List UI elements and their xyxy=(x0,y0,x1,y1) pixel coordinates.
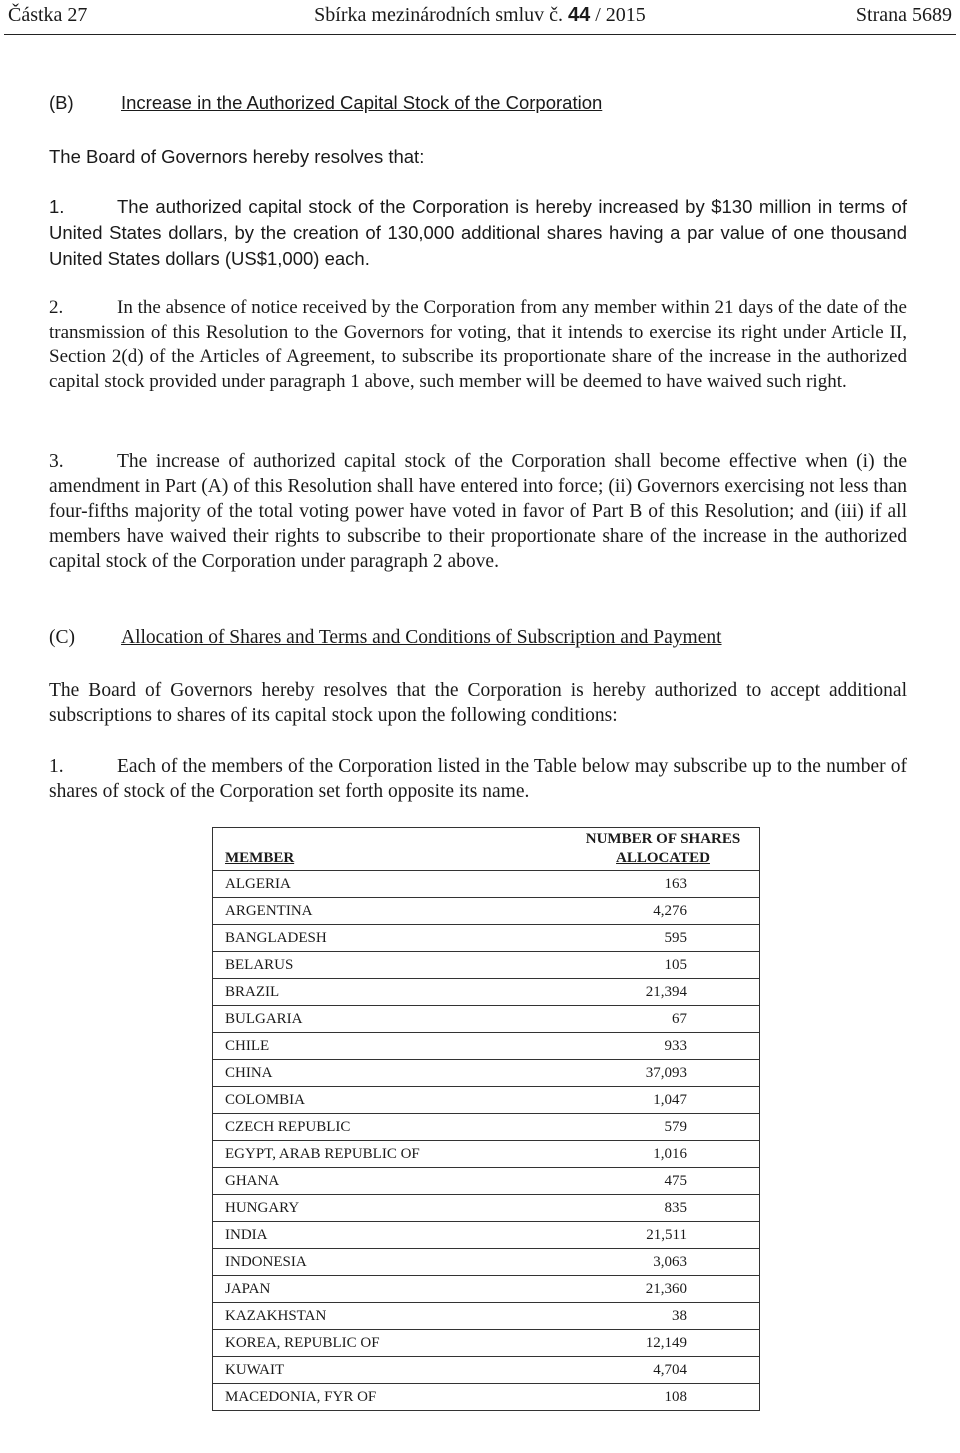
table-row xyxy=(213,898,760,925)
table-row xyxy=(213,1249,760,1276)
paragraph-number: 3. xyxy=(49,451,64,472)
header-collection-title xyxy=(4,0,956,30)
section-c-intro: The Board of Governors hereby resolves that the Corporation is hereby authorized to accept additional subscriptions to shares of its capital stock upon the following conditions: xyxy=(49,680,907,726)
member-name-cell: BANGLADESH xyxy=(213,925,564,952)
shares-allocated-cell: 933 xyxy=(563,1033,760,1060)
table-row xyxy=(213,1141,760,1168)
header-issue-number: 44 xyxy=(568,4,591,26)
column-header-shares-line-2: ALLOCATED xyxy=(616,850,710,866)
section-b-paragraph-3 xyxy=(49,449,907,574)
table-header-row xyxy=(213,828,760,871)
section-b-paragraph-1 xyxy=(49,194,907,272)
member-name-cell: MACEDONIA, FYR OF xyxy=(213,1384,564,1411)
shares-allocated-cell: 21,511 xyxy=(563,1222,760,1249)
shares-allocation-table xyxy=(212,827,760,1411)
member-name-cell: BELARUS xyxy=(213,952,564,979)
table-row xyxy=(213,979,760,1006)
shares-allocated-cell: 21,394 xyxy=(563,979,760,1006)
paragraph-text: The increase of authorized capital stock of the Corporation shall become effective when (i) the amendment in Part (A) of this Resolution shall have entered into force; (ii) Governors exercising not less than four-fifths majority of the total voting power have voted in favor of Part B of this Resolution; and (iii) if all members have waived their rights to subscribe to their proportionate share of the increase in the authorized capital stock of the Corporation under paragraph 2 above. xyxy=(49,451,907,572)
member-name-cell: CHINA xyxy=(213,1060,564,1087)
paragraph-number: 1. xyxy=(49,196,65,217)
member-name-cell: KOREA, REPUBLIC OF xyxy=(213,1330,564,1357)
section-b-heading xyxy=(49,92,602,114)
column-header-shares xyxy=(563,828,760,871)
shares-allocated-cell: 4,704 xyxy=(563,1357,760,1384)
member-name-cell: CHILE xyxy=(213,1033,564,1060)
section-c-title: Allocation of Shares and Terms and Conditions of Subscription and Payment xyxy=(121,627,722,648)
table-body xyxy=(213,871,760,1411)
paragraph-text: In the absence of notice received by the Corporation from any member within 21 days of the date of the transmission of this Resolution to the Governors for voting, that it intends to exercise its right under Article II, Section 2(d) of the Articles of Agreement, to subscribe its proportionate share of the increase in the authorized capital stock provided under paragraph 1 above, such member will be deemed to have waived such right. xyxy=(49,297,907,392)
table-row xyxy=(213,1222,760,1249)
shares-allocated-cell: 12,149 xyxy=(563,1330,760,1357)
table-row xyxy=(213,1357,760,1384)
member-name-cell: COLOMBIA xyxy=(213,1087,564,1114)
member-name-cell: GHANA xyxy=(213,1168,564,1195)
member-name-cell: KUWAIT xyxy=(213,1357,564,1384)
shares-allocated-cell: 38 xyxy=(563,1303,760,1330)
section-b-intro: The Board of Governors hereby resolves that: xyxy=(49,146,425,167)
shares-allocated-cell: 3,063 xyxy=(563,1249,760,1276)
member-name-cell: JAPAN xyxy=(213,1276,564,1303)
table-row xyxy=(213,1168,760,1195)
member-name-cell: HUNGARY xyxy=(213,1195,564,1222)
shares-allocated-cell: 835 xyxy=(563,1195,760,1222)
table-row xyxy=(213,1303,760,1330)
table-row xyxy=(213,1033,760,1060)
paragraph-number: 1. xyxy=(49,756,64,777)
header-page-number: Strana 5689 xyxy=(855,4,952,26)
shares-allocated-cell: 1,016 xyxy=(563,1141,760,1168)
section-c-paragraph-1 xyxy=(49,754,907,804)
member-name-cell: BRAZIL xyxy=(213,979,564,1006)
shares-allocated-cell: 595 xyxy=(563,925,760,952)
section-b-label: (B) xyxy=(49,92,74,113)
shares-allocated-cell: 21,360 xyxy=(563,1276,760,1303)
member-name-cell: EGYPT, ARAB REPUBLIC OF xyxy=(213,1141,564,1168)
section-c-heading xyxy=(49,627,722,649)
header-year: / 2015 xyxy=(595,4,646,26)
section-b-title: Increase in the Authorized Capital Stock of the Corporation xyxy=(121,92,603,113)
member-name-cell: INDIA xyxy=(213,1222,564,1249)
shares-allocated-cell: 579 xyxy=(563,1114,760,1141)
section-c-label: (C) xyxy=(49,627,75,648)
section-b-paragraph-2 xyxy=(49,296,907,394)
table-row xyxy=(213,1384,760,1411)
shares-allocated-cell: 475 xyxy=(563,1168,760,1195)
paragraph-number: 2. xyxy=(49,297,64,318)
header-part-number: Částka 27 xyxy=(8,4,88,26)
table-row xyxy=(213,925,760,952)
column-header-member: MEMBER xyxy=(213,828,564,871)
shares-allocated-cell: 37,093 xyxy=(563,1060,760,1087)
table-row xyxy=(213,1006,760,1033)
shares-allocated-cell: 67 xyxy=(563,1006,760,1033)
header-collection-name: Sbírka mezinárodních smluv č. xyxy=(314,4,563,26)
shares-allocated-cell: 4,276 xyxy=(563,898,760,925)
table-row xyxy=(213,1195,760,1222)
member-name-cell: CZECH REPUBLIC xyxy=(213,1114,564,1141)
shares-allocated-cell: 163 xyxy=(563,871,760,898)
page-header xyxy=(4,0,956,35)
shares-allocated-cell: 108 xyxy=(563,1384,760,1411)
column-header-shares-line-1: NUMBER OF SHARES xyxy=(585,831,741,847)
member-name-cell: ALGERIA xyxy=(213,871,564,898)
table-row xyxy=(213,1087,760,1114)
table-row xyxy=(213,1114,760,1141)
member-name-cell: INDONESIA xyxy=(213,1249,564,1276)
shares-allocated-cell: 1,047 xyxy=(563,1087,760,1114)
table-row xyxy=(213,871,760,898)
paragraph-text: Each of the members of the Corporation listed in the Table below may subscribe up to the number of shares of stock of the Corporation set forth opposite its name. xyxy=(49,756,907,802)
shares-allocated-cell: 105 xyxy=(563,952,760,979)
table-row xyxy=(213,1276,760,1303)
paragraph-text: The authorized capital stock of the Corporation is hereby increased by $130 million in terms of United States dollars, by the creation of 130,000 additional shares having a par value of one thousand United States dollars (US$1,000) each. xyxy=(49,196,907,269)
member-name-cell: ARGENTINA xyxy=(213,898,564,925)
member-name-cell: BULGARIA xyxy=(213,1006,564,1033)
member-name-cell: KAZAKHSTAN xyxy=(213,1303,564,1330)
table-row xyxy=(213,1330,760,1357)
table-row xyxy=(213,952,760,979)
table-row xyxy=(213,1060,760,1087)
